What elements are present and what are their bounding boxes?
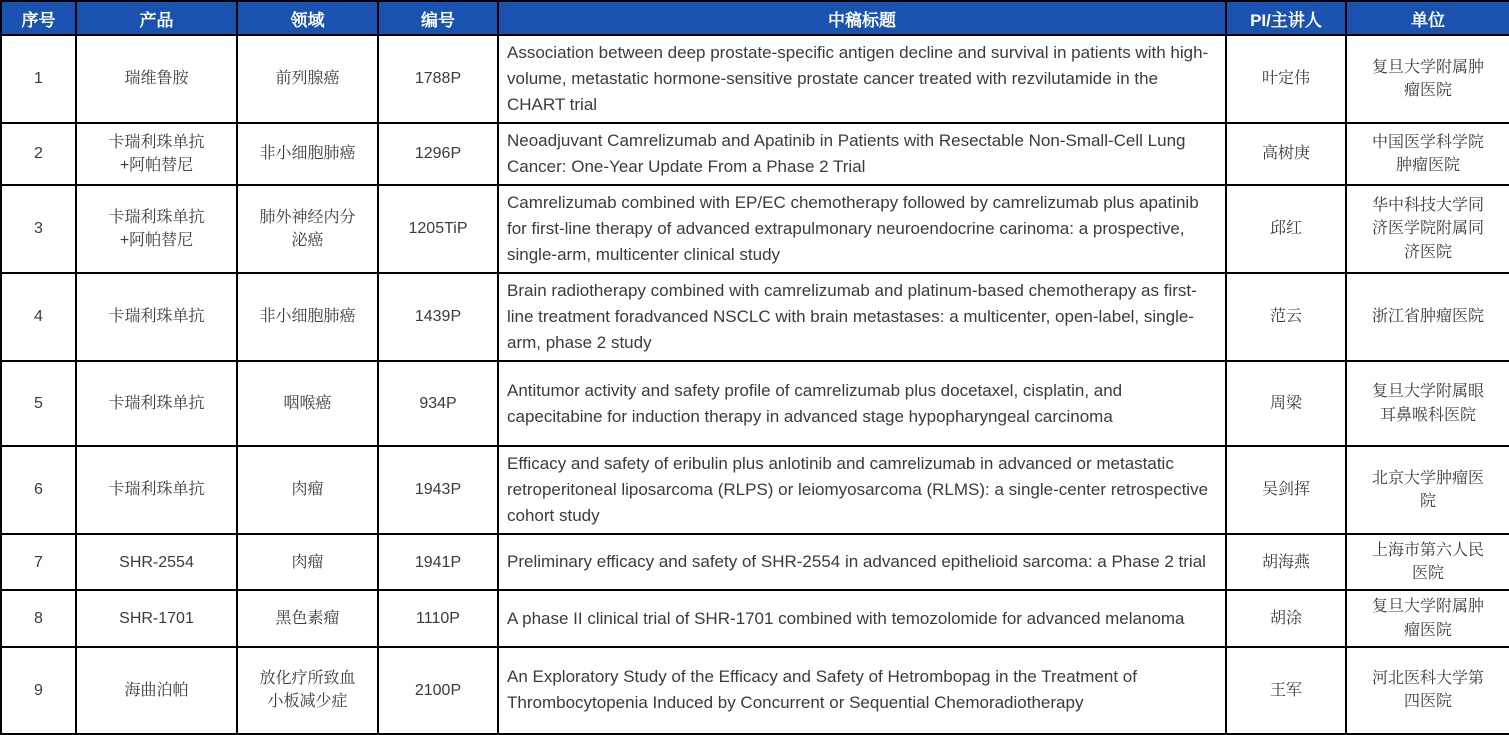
table-row [1,273,1509,361]
cell-product: 卡瑞利珠单抗 [76,446,237,534]
cell-index: 7 [1,534,76,590]
cell-index: 9 [1,647,76,734]
cell-code: 1943P [378,446,498,534]
cell-institution: 华中科技大学同济医学院附属同济医院 [1346,185,1509,273]
cell-institution: 河北医科大学第四医院 [1346,647,1509,734]
cell-title: Neoadjuvant Camrelizumab and Apatinib in Patients with Resectable Non-Small-Cell Lung Cancer: One-Year Update From a Phase 2 Trial [498,123,1226,185]
col-header-product: 产品 [76,1,237,35]
cell-product: 卡瑞利珠单抗 [76,273,237,361]
cell-pi: 范云 [1226,273,1346,361]
cell-field: 黑色素瘤 [237,590,378,646]
table-row [1,590,1509,646]
header-row [1,1,1509,35]
cell-title: Camrelizumab combined with EP/EC chemotherapy followed by camrelizumab plus apatinib for first-line therapy of advanced extrapulmonary neuroendocrine carinoma: a prospective, single-arm, multicenter clinical study [498,185,1226,273]
cell-index: 1 [1,35,76,123]
cell-index: 5 [1,361,76,446]
cell-code: 1296P [378,123,498,185]
cell-title: Association between deep prostate-specific antigen decline and survival in patients with high-volume, metastatic hormone-sensitive prostate cancer treated with rezvilutamide in the CHART trial [498,35,1226,123]
cell-code: 934P [378,361,498,446]
cell-title: Efficacy and safety of eribulin plus anlotinib and camrelizumab in advanced or metastatic retroperitoneal liposarcoma (RLPS) or leiomyosarcoma (RLMS): a single-center retrospective cohort study [498,446,1226,534]
cell-institution: 中国医学科学院肿瘤医院 [1346,123,1509,185]
cell-code: 1110P [378,590,498,646]
table-row [1,361,1509,446]
col-header-field: 领域 [237,1,378,35]
cell-pi: 周梁 [1226,361,1346,446]
cell-field: 肉瘤 [237,534,378,590]
table-row [1,123,1509,185]
cell-field: 咽喉癌 [237,361,378,446]
cell-field: 非小细胞肺癌 [237,273,378,361]
table-row [1,185,1509,273]
cell-institution: 上海市第六人民医院 [1346,534,1509,590]
cell-index: 2 [1,123,76,185]
cell-product: 瑞维鲁胺 [76,35,237,123]
cell-product: 海曲泊帕 [76,647,237,734]
table-row [1,647,1509,734]
col-header-pi: PI/主讲人 [1226,1,1346,35]
cell-code: 2100P [378,647,498,734]
cell-index: 4 [1,273,76,361]
cell-institution: 浙江省肿瘤医院 [1346,273,1509,361]
col-header-institution: 单位 [1346,1,1509,35]
cell-index: 6 [1,446,76,534]
col-header-index: 序号 [1,1,76,35]
cell-title: A phase II clinical trial of SHR-1701 combined with temozolomide for advanced melanoma [498,590,1226,646]
cell-code: 1941P [378,534,498,590]
cell-field: 非小细胞肺癌 [237,123,378,185]
cell-product: 卡瑞利珠单抗 [76,361,237,446]
cell-pi: 高树庚 [1226,123,1346,185]
cell-institution: 复旦大学附属眼耳鼻喉科医院 [1346,361,1509,446]
cell-institution: 复旦大学附属肿瘤医院 [1346,590,1509,646]
cell-index: 8 [1,590,76,646]
cell-code: 1788P [378,35,498,123]
cell-pi: 王军 [1226,647,1346,734]
cell-pi: 胡海燕 [1226,534,1346,590]
cell-product: 卡瑞利珠单抗+阿帕替尼 [76,123,237,185]
cell-index: 3 [1,185,76,273]
cell-field: 放化疗所致血小板减少症 [237,647,378,734]
cell-pi: 胡涂 [1226,590,1346,646]
cell-code: 1205TiP [378,185,498,273]
cell-title: Antitumor activity and safety profile of camrelizumab plus docetaxel, cisplatin, and capecitabine for induction therapy in advanced stage hypopharyngeal carcinoma [498,361,1226,446]
cell-field: 肺外神经内分泌癌 [237,185,378,273]
cell-field: 肉瘤 [237,446,378,534]
col-header-title: 中稿标题 [498,1,1226,35]
cell-pi: 吴剑挥 [1226,446,1346,534]
cell-institution: 北京大学肿瘤医院 [1346,446,1509,534]
table-row [1,534,1509,590]
cell-title: An Exploratory Study of the Efficacy and Safety of Hetrombopag in the Treatment of Thrombocytopenia Induced by Concurrent or Sequential Chemoradiotherapy [498,647,1226,734]
cell-code: 1439P [378,273,498,361]
cell-product: SHR-2554 [76,534,237,590]
cell-title: Preliminary efficacy and safety of SHR-2554 in advanced epithelioid sarcoma: a Phase 2 trial [498,534,1226,590]
cell-product: 卡瑞利珠单抗+阿帕替尼 [76,185,237,273]
table-row [1,35,1509,123]
cell-pi: 叶定伟 [1226,35,1346,123]
cell-title: Brain radiotherapy combined with camrelizumab and platinum-based chemotherapy as first-line treatment foradvanced NSCLC with brain metastases: a multicenter, open-label, single-arm, phase 2 study [498,273,1226,361]
cell-institution: 复旦大学附属肿瘤医院 [1346,35,1509,123]
cell-product: SHR-1701 [76,590,237,646]
cell-field: 前列腺癌 [237,35,378,123]
table-row [1,446,1509,534]
col-header-code: 编号 [378,1,498,35]
cell-pi: 邱红 [1226,185,1346,273]
